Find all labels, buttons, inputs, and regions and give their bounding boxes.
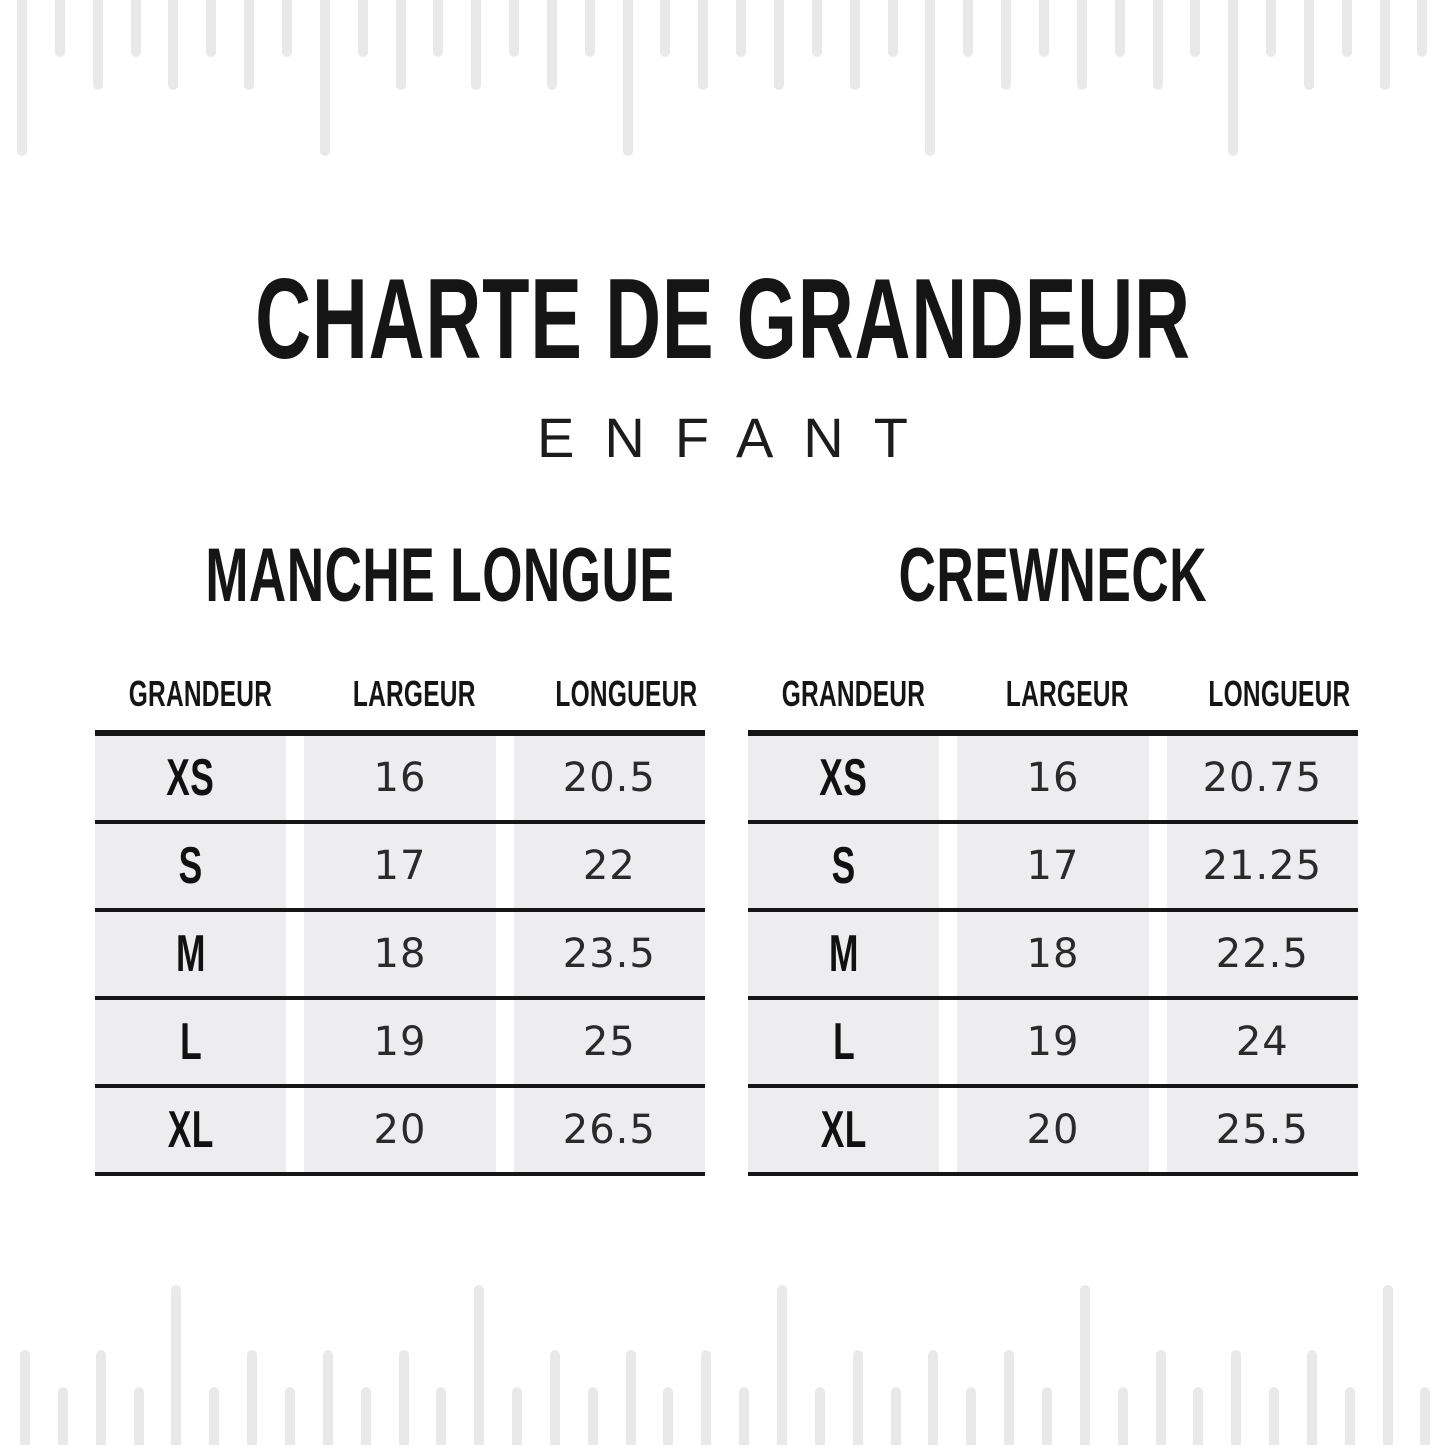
ruler-tick [1039, 0, 1049, 57]
column-header-grandeur: GRANDEUR [781, 673, 926, 714]
cell-grandeur [95, 824, 286, 908]
cell-largeur [957, 912, 1148, 996]
cell-longueur-text: 22 [582, 843, 636, 889]
ruler-tick [663, 1387, 673, 1445]
cell-longueur [514, 824, 705, 908]
ruler-top-decoration [0, 0, 1445, 200]
cell-longueur-text: 24 [1235, 1019, 1289, 1065]
cell-grandeur [95, 736, 286, 820]
cell-longueur-text: 25.5 [1215, 1107, 1309, 1153]
cell-grandeur [748, 1000, 939, 1084]
ruler-tick [660, 0, 670, 57]
ruler-tick [815, 1387, 825, 1445]
ruler-tick [436, 1387, 446, 1445]
ruler-tick [925, 0, 935, 156]
ruler-tick [358, 0, 368, 57]
cell-longueur [1167, 912, 1358, 996]
size-row-xs [748, 736, 1358, 824]
column-header-longueur: LONGUEUR [1208, 673, 1351, 714]
ruler-tick [1080, 1285, 1090, 1445]
ruler-tick [433, 0, 443, 57]
table-crewneck [748, 533, 1358, 1176]
cell-largeur [304, 1088, 495, 1172]
ruler-tick [1307, 1350, 1317, 1445]
ruler-tick [1153, 0, 1163, 90]
cell-grandeur [95, 912, 286, 996]
cell-longueur [514, 1000, 705, 1084]
ruler-tick [96, 1350, 106, 1445]
cell-grandeur-text: L [832, 1013, 855, 1071]
cell-grandeur-text: XL [167, 1101, 214, 1159]
ruler-tick [1380, 0, 1390, 90]
ruler-tick [131, 0, 141, 57]
cell-largeur-text: 20 [373, 1107, 427, 1153]
cell-grandeur-text: L [179, 1013, 202, 1071]
ruler-tick [1231, 1350, 1241, 1445]
ruler-tick [623, 0, 633, 156]
table-manche-longue [95, 533, 705, 1176]
ruler-tick [966, 1387, 976, 1445]
ruler-tick [1190, 0, 1200, 57]
cell-largeur [957, 1000, 1148, 1084]
ruler-tick [588, 1387, 598, 1445]
cell-grandeur-text: S [831, 837, 856, 895]
ruler-tick [888, 0, 898, 57]
ruler-tick [285, 1387, 295, 1445]
cell-longueur [1167, 1000, 1358, 1084]
ruler-tick [282, 0, 292, 57]
ruler-tick [247, 1350, 257, 1445]
size-row-s [95, 824, 705, 912]
ruler-tick [1304, 0, 1314, 90]
ruler-tick [1118, 1387, 1128, 1445]
column-header-longueur: LONGUEUR [555, 673, 698, 714]
cell-grandeur [748, 736, 939, 820]
ruler-tick [774, 0, 784, 90]
ruler-tick [17, 0, 27, 156]
table-manche-longue-header [95, 658, 705, 730]
ruler-tick [474, 1285, 484, 1445]
ruler-tick [550, 1350, 560, 1445]
cell-largeur-text: 17 [373, 843, 427, 889]
table-crewneck-title-text: CREWNECK [898, 533, 1208, 618]
cell-largeur [304, 824, 495, 908]
cell-grandeur [748, 1088, 939, 1172]
column-header-largeur: LARGEUR [1005, 673, 1129, 714]
cell-largeur [304, 912, 495, 996]
ruler-tick [585, 0, 595, 57]
ruler-tick [244, 0, 254, 90]
ruler-tick [1042, 1387, 1052, 1445]
ruler-tick [547, 0, 557, 90]
ruler-tick [777, 1285, 787, 1445]
cell-largeur-text: 18 [373, 931, 427, 977]
ruler-tick [736, 0, 746, 57]
ruler-tick [471, 0, 481, 90]
cell-largeur-text: 19 [373, 1019, 427, 1065]
cell-longueur-text: 25 [582, 1019, 636, 1065]
cell-longueur [514, 1088, 705, 1172]
cell-grandeur [748, 824, 939, 908]
table-crewneck-rows [748, 730, 1358, 1176]
ruler-tick [55, 0, 65, 57]
cell-largeur [304, 1000, 495, 1084]
ruler-tick [701, 1350, 711, 1445]
ruler-tick [93, 0, 103, 90]
cell-longueur-text: 23.5 [562, 931, 656, 977]
cell-longueur-text: 22.5 [1215, 931, 1309, 977]
cell-largeur-text: 18 [1026, 931, 1080, 977]
size-row-l [95, 1000, 705, 1088]
ruler-tick [396, 0, 406, 90]
ruler-tick [1156, 1350, 1166, 1445]
ruler-tick [168, 0, 178, 90]
ruler-tick [134, 1387, 144, 1445]
size-row-m [748, 912, 1358, 1000]
cell-grandeur-text: M [828, 925, 859, 983]
column-header-largeur: LARGEUR [352, 673, 476, 714]
column-header-grandeur: GRANDEUR [128, 673, 273, 714]
cell-largeur-text: 16 [1026, 755, 1080, 801]
cell-largeur-text: 20 [1026, 1107, 1080, 1153]
size-row-l [748, 1000, 1358, 1088]
cell-longueur-text: 20.5 [562, 755, 656, 801]
ruler-tick [1228, 0, 1238, 156]
cell-grandeur-text: M [175, 925, 206, 983]
cell-longueur [1167, 824, 1358, 908]
ruler-tick [209, 1387, 219, 1445]
ruler-tick [171, 1285, 181, 1445]
table-crewneck-header [748, 658, 1358, 730]
size-row-xs [95, 736, 705, 824]
ruler-tick [891, 1387, 901, 1445]
ruler-tick [1266, 0, 1276, 57]
ruler-tick [1342, 0, 1352, 57]
size-row-xl [95, 1088, 705, 1176]
cell-longueur [514, 736, 705, 820]
ruler-tick [698, 0, 708, 90]
page-header [0, 256, 1445, 470]
ruler-tick [1193, 1387, 1203, 1445]
ruler-tick [1269, 1387, 1279, 1445]
ruler-tick [1001, 0, 1011, 90]
page-title-text: CHARTE DE GRANDEUR [254, 256, 1191, 383]
ruler-tick [509, 0, 519, 57]
cell-grandeur [95, 1088, 286, 1172]
ruler-tick [853, 1350, 863, 1445]
cell-largeur [957, 736, 1148, 820]
cell-largeur [957, 1088, 1148, 1172]
page-title [0, 256, 1445, 383]
ruler-tick [963, 0, 973, 57]
page-subtitle: ENFANT [537, 406, 938, 469]
ruler-tick [1383, 1285, 1393, 1445]
ruler-tick [361, 1387, 371, 1445]
ruler-tick [928, 1350, 938, 1445]
size-row-xl [748, 1088, 1358, 1176]
ruler-tick [320, 0, 330, 156]
ruler-tick [626, 1350, 636, 1445]
cell-longueur [1167, 1088, 1358, 1172]
ruler-tick [1077, 0, 1087, 90]
size-row-m [95, 912, 705, 1000]
cell-largeur-text: 16 [373, 755, 427, 801]
ruler-tick [399, 1350, 409, 1445]
cell-longueur-text: 21.25 [1202, 843, 1323, 889]
cell-grandeur-text: XS [166, 749, 215, 807]
cell-longueur-text: 26.5 [562, 1107, 656, 1153]
table-crewneck-title [748, 533, 1358, 618]
cell-grandeur-text: S [178, 837, 203, 895]
ruler-tick [850, 0, 860, 90]
ruler-tick [1345, 1387, 1355, 1445]
ruler-tick [206, 0, 216, 57]
ruler-tick [1115, 0, 1125, 57]
table-manche-longue-rows [95, 730, 705, 1176]
cell-largeur-text: 17 [1026, 843, 1080, 889]
cell-longueur [514, 912, 705, 996]
ruler-tick [1417, 0, 1427, 57]
cell-grandeur [748, 912, 939, 996]
ruler-tick [1420, 1387, 1430, 1445]
cell-grandeur [95, 1000, 286, 1084]
ruler-tick [1004, 1350, 1014, 1445]
ruler-tick [512, 1387, 522, 1445]
ruler-tick [58, 1387, 68, 1445]
ruler-bottom-decoration [0, 1245, 1445, 1445]
size-row-s [748, 824, 1358, 912]
ruler-tick [20, 1350, 30, 1445]
cell-grandeur-text: XL [820, 1101, 867, 1159]
ruler-tick [812, 0, 822, 57]
cell-largeur [957, 824, 1148, 908]
cell-longueur-text: 20.75 [1202, 755, 1323, 801]
cell-largeur [304, 736, 495, 820]
cell-longueur [1167, 736, 1358, 820]
ruler-tick [739, 1387, 749, 1445]
table-manche-longue-title-text: MANCHE LONGUE [205, 533, 675, 618]
ruler-tick [323, 1350, 333, 1445]
cell-grandeur-text: XS [819, 749, 868, 807]
cell-largeur-text: 19 [1026, 1019, 1080, 1065]
table-manche-longue-title [95, 533, 705, 618]
